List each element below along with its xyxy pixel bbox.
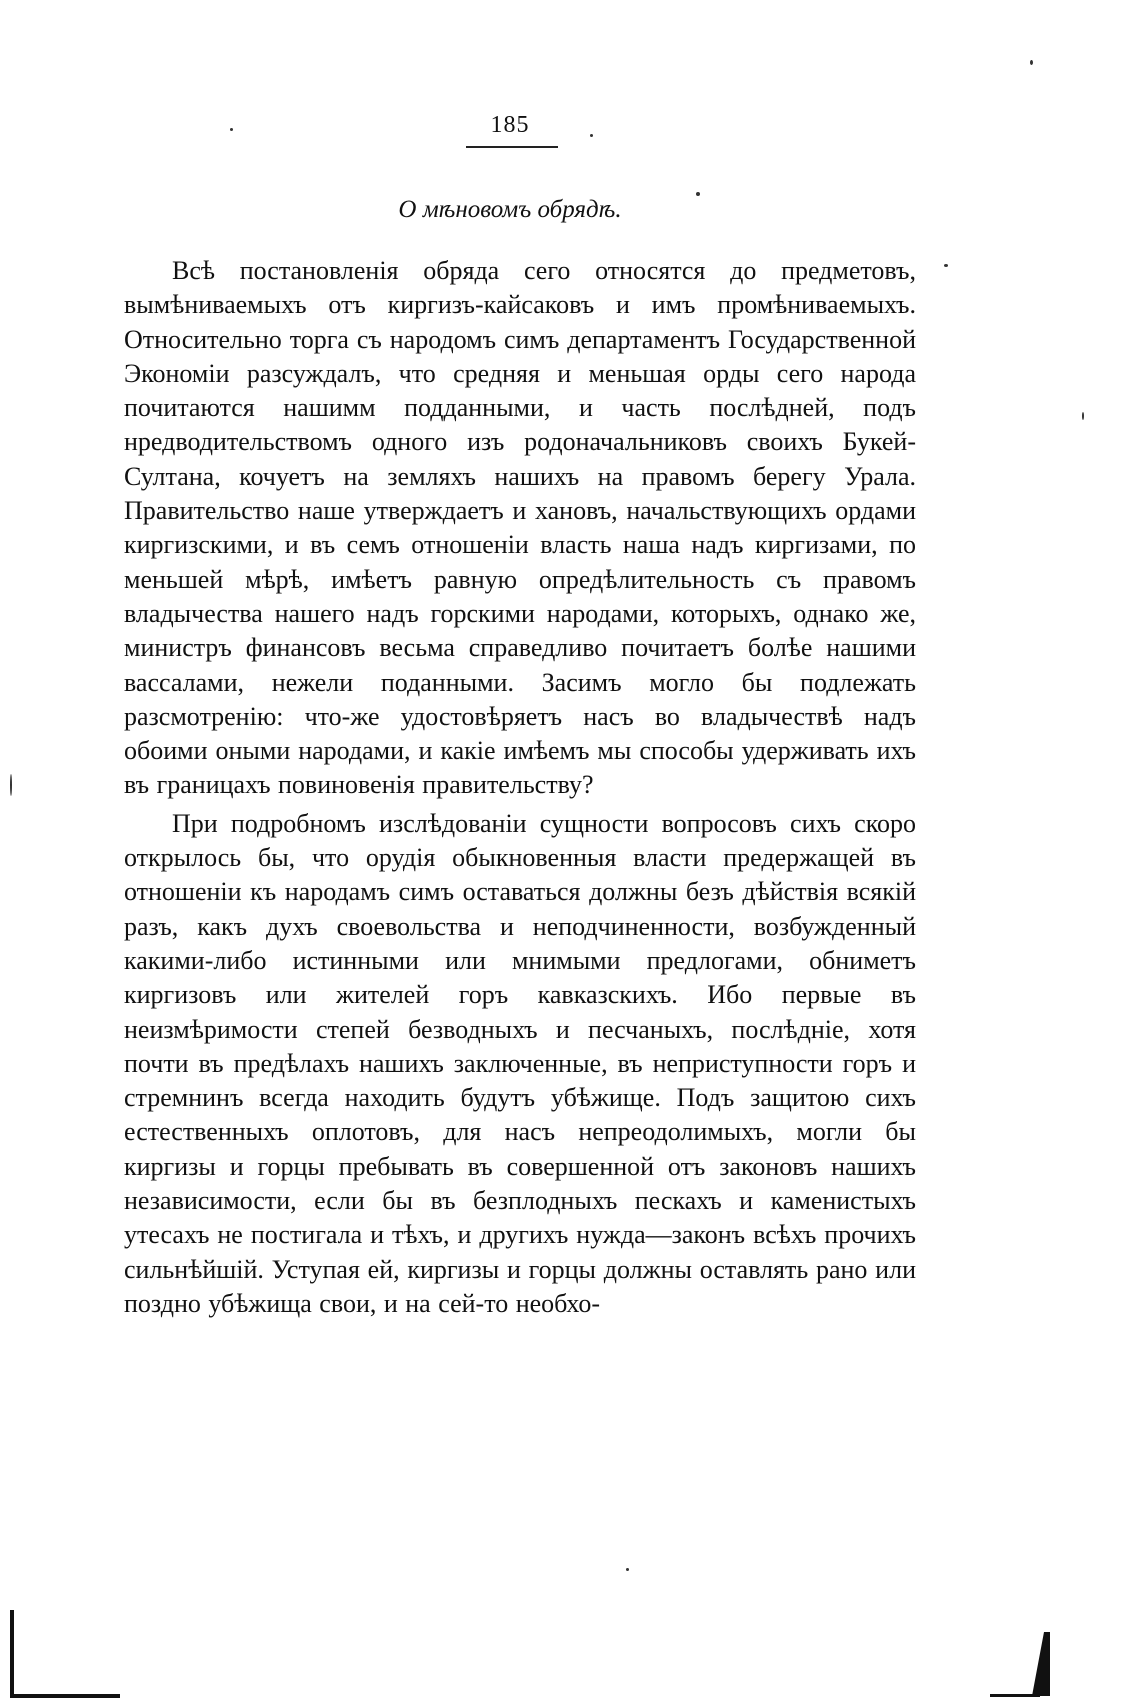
scan-speck: [590, 134, 593, 137]
section-title: О мѣновомъ обрядѣ.: [398, 196, 622, 223]
scan-edge-mark-right-foot: [990, 1694, 1040, 1697]
paragraph-2: При подробномъ изслѣдованіи сущности вопросовъ сихъ скоро открылось бы, что орудія обыкновенныя власти предержащей въ отношеніи къ народамъ симъ оставаться должны безъ дѣйствія всякій разъ, какъ духъ своевольства и неподчиненности, возбужденный какими-либо истинными или мнимыми предлогами, обниметъ киргизовъ или жителей горъ кавказскихъ. Ибо первые въ неизмѣримости степей безводныхъ и песчаныхъ, послѣдніе, хотя почти въ предѣлахъ нашихъ заключенные, въ неприступности горъ и стремнинъ всегда находить будутъ убѣжище. Подъ защитою сихъ естественныхъ оплотовъ, для насъ непреодолимыхъ, могли бы киргизы и горцы пребывать въ совершенной отъ законовъ нашихъ независимости, если бы въ безплодныхъ пескахъ и каменистыхъ утесахъ не постигала и тѣхъ, и другихъ нужда—законъ всѣхъ прочихъ сильнѣйшій. Уступая ей, киргизы и горцы должны оставлять рано или поздно убѣжища свои, и на сей-то необхо-: [124, 808, 916, 1318]
paragraph-1: Всѣ постановленія обряда сего относятся до предметовъ, вымѣниваемыхъ отъ киргизъ-кайсаковъ и имъ промѣниваемыхъ. Относительно торга съ народомъ симъ департаментъ Государственной Экономіи разсуждалъ, что средняя и меньшая орды сего народа почитаются нашимм подданными, и часть послѣдней, подъ нредводительствомъ одного изъ родоначальниковъ своихъ Букей-Султана, кочуетъ на земляхъ нашихъ на правомъ берегу Урала. Правительство наше утверждаетъ и хановъ, начальствующихъ ордами киргизскими, и въ семъ отношеніи власть наша надъ киргизами, по меньшей мѣрѣ, имѣетъ равную опредѣлительность съ правомъ владычества нашего надъ горскими народами, которыхъ, однако же, министръ финансовъ весьма справедливо почитаетъ болѣе нашими вассалами, нежели поданными. Засимъ могло бы подлежать разсмотренію: что-же удостовѣряетъ насъ во владычествѣ надъ обоими оными народами, и какіе имѣемъ мы способы удерживать ихъ въ границахъ повиновенія правительству?: [124, 256, 916, 800]
scan-speck: [944, 264, 948, 267]
page-number: 185: [490, 112, 530, 138]
scan-speck: [696, 192, 700, 196]
scan-speck: [1082, 412, 1084, 420]
scan-speck: [230, 128, 233, 131]
scan-speck: [10, 774, 12, 796]
scan-edge-mark-right: [1032, 1632, 1050, 1696]
scan-speck: [626, 1568, 629, 1571]
scan-edge-mark-left-foot: [10, 1694, 120, 1698]
scan-speck: [1030, 60, 1033, 65]
scan-edge-mark-left: [10, 1610, 14, 1698]
body-text: [124, 254, 916, 1321]
page-number-rule: [466, 146, 558, 148]
